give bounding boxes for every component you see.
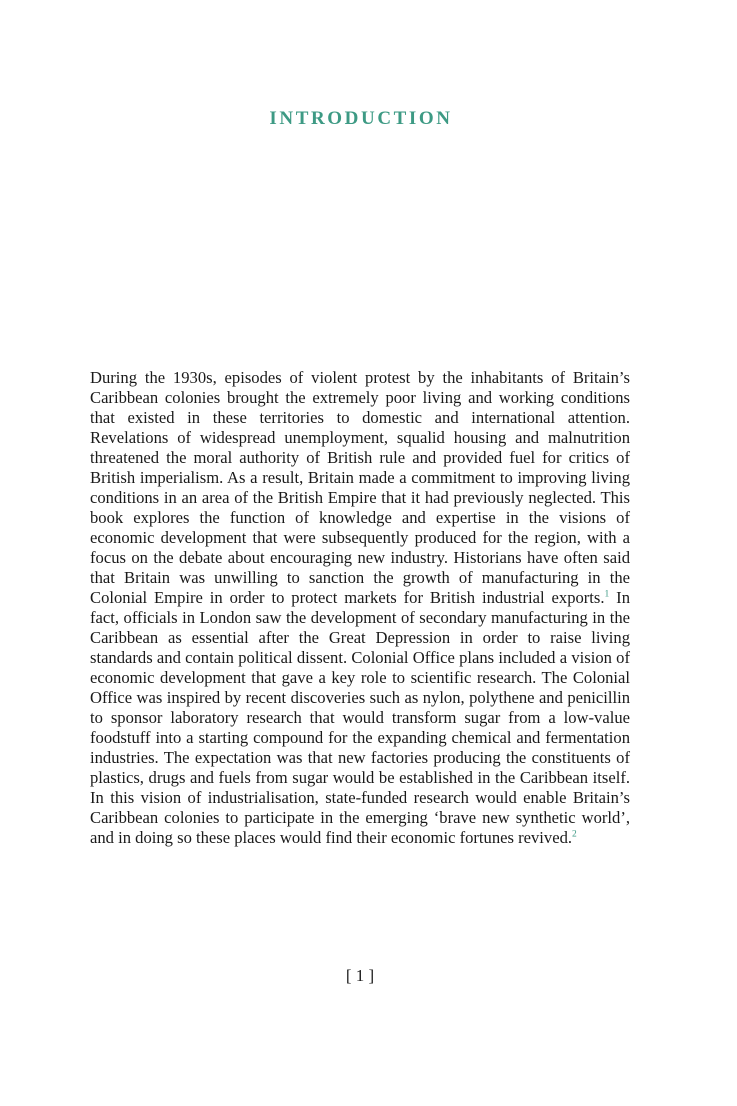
paragraph-text-segment: During the 1930s, episodes of violent protest by the inhabitants of Britain’s Caribbean colonies brought the extremely poor living and working conditions that existed in these territories to domestic and international attention. Revelations of widespread unemployment, squalid housing and malnutrition threatened the moral authority of British rule and provided fuel for critics of British imperialism. As a result, Britain made a commitment to improving living conditions in an area of the British Empire that it had previously neglected. This book explores the function of knowledge and expertise in the visions of economic development that were subsequently produced for the region, with a focus on the debate about encouraging new industry. Historians have often said that Britain was unwilling to sanction the growth of manufacturing in the Colonial Empire in order to protect markets for British industrial exports. [90, 368, 630, 607]
paragraph-text-segment: In fact, officials in London saw the development of secondary manufacturing in the Caribbean as essential after the Great Depression in order to raise living standards and contain political dissent. Colonial Office plans included a vision of economic development that gave a key role to scientific research. The Colonial Office was inspired by recent discoveries such as nylon, polythene and penicillin to sponsor laboratory research that would transform sugar from a low-value foodstuff into a starting compound for the expanding chemical and fermentation industries. The expectation was that new factories producing the constituents of plastics, drugs and fuels from sugar would be established in the Caribbean itself. In this vision of industrialisation, state-funded research would enable Britain’s Caribbean colonies to participate in the emerging ‘brave new synthetic world’, and in doing so these places would find their economic fortunes revived. [90, 588, 630, 847]
chapter-title: INTRODUCTION [269, 108, 453, 129]
footnote-ref-2[interactable]: 2 [572, 829, 577, 840]
body-paragraph [90, 368, 630, 848]
page-number: [ 1 ] [345, 966, 375, 985]
footnote-ref-1[interactable]: 1 [604, 589, 610, 600]
